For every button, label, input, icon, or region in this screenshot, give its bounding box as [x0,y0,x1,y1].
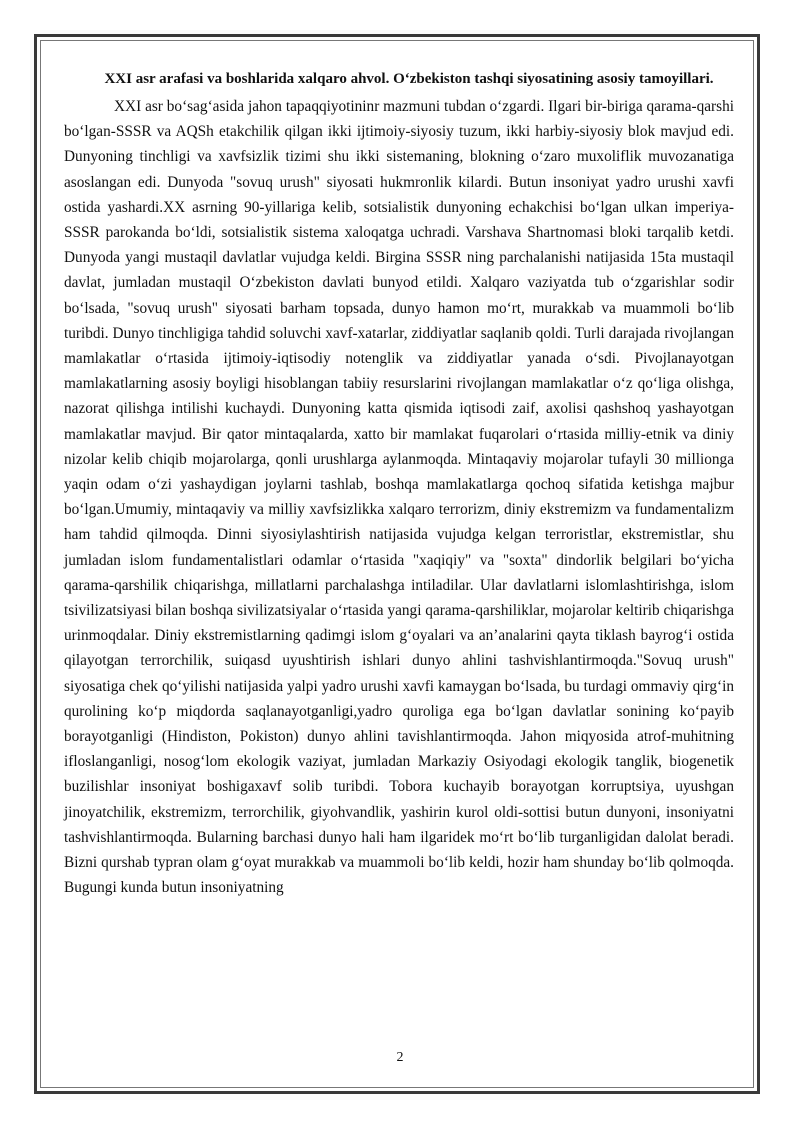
body-paragraph: XXI asr bo‘sag‘asida jahon tapaqqiyotininr mazmuni tubdan o‘zgardi. Ilgari bir-biriga qarama-qarshi bo‘lgan-SSSR va AQSh etakchilik qilgan ikki ijtimoiy-siyosiy tuzum, ikki harbiy-siyosiy blok mavjud edi. Dunyoning tinchligi va xavfsizlik tizimi shu ikki sistemaning, blokning o‘zaro muxoliflik muvozanatiga asoslangan edi. Dunyoda "sovuq urush" siyosati hukmronlik kilardi. Butun insoniyat yadro urushi xavfi ostida yashardi.XX asrning 90-yillariga kelib, sotsialistik dunyoning echakchisi bo‘lgan ulkan imperiya-SSSR parokanda bo‘ldi, sotsialistik sistema xaloqatga uchradi. Varshava Shartnomasi bloki tarqalib ketdi. Dunyoda yangi mustaqil davlatlar vujudga keldi. Birgina SSSR ning parchalanishi natijasida 15ta mustaqil davlat, jumladan mustaqil O‘zbekiston davlati bunyod etildi. Xalqaro vaziyatda tub o‘zgarishlar sodir bo‘lsada, "sovuq urush" siyosati barham topsada, dunyo hamon mo‘rt, murakkab va muammoli bo‘lib turibdi. Dunyo tinchligiga tahdid soluvchi xavf-xatarlar, ziddiyatlar saqlanib qoldi. Turli darajada rivojlangan mamlakatlar o‘rtasida ijtimoiy-iqtisodiy notenglik va ziddiyatlar yanada o‘sdi. Pivojlanayotgan mamlakatlarning asosiy boyligi hisoblangan tabiiy resurslarini rivojlangan mamlakatlar o‘z qo‘liga olishga, nazorat qilishga intilishi kuchaydi. Dunyoning katta qismida iqtisodi zaif, axolisi qashshoq yashayotgan mamlakatlar mavjud. Bir qator mintaqalarda, xatto bir mamlakat fuqarolari o‘rtasida milliy-etnik va diniy nizolar kelib chiqib mojarolarga, qonli urushlarga aylanmoqda. Mintaqaviy mojarolar tufayli 30 millionga yaqin odam o‘zi yashaydigan joylarni tashlab, boshqa mamlakatlarga qochoq sifatida ketishga majbur bo‘lgan.Umumiy, mintaqaviy va milliy xavfsizlikka xalqaro terrorizm, diniy ekstremizm va fundamentalizm ham tahdid qilmoqda. Dinni siyosiylashtirish natijasida vujudga kelgan terroristlar, ekstremistlar, shu jumladan islom fundamentalistlari odamlar o‘rtasida "xaqiqiy" va "soxta" dindorlik belgilari bo‘yicha qarama-qarshilik chiqarishga, millatlarni parchalashga intiladilar. Ular davlatlarni islomlashtirishga, islom tsivilizatsiyasi bilan boshqa sivilizatsiyalar o‘rtasida yangi qarama-qarshiliklar, mojarolar keltirib chiqarishga urinmoqdalar. Diniy ekstremistlarning qadimgi islom g‘oyalari va an’analarini qayta tiklash bayrog‘i ostida qilayotgan terrorchilik, suiqasd uyushtirish ishlari dunyo ahlini tashvishlantirmoqda."Sovuq urush" siyosatiga chek qo‘yilishi natijasida yalpi yadro urushi xavfi kamaygan bo‘lsada, bu turdagi ommaviy qirg‘in qurolining ko‘p miqdorda saqlanayotganligi,yadro quroliga ega bo‘lgan davlatlar sonining ko‘payib borayotganligi (Hindiston, Pokiston) dunyo ahlini tavishlantirmoqda. Jahon miqyosida atrof-muhitning ifloslanganligi, nosog‘lom ekologik vaziyat, jumladan Markaziy Osiyodagi ekologik tanglik, biogenetik buzilishlar insoniyat boshigaxavf solib turibdi. Tobora kuchayib borayotgan korruptsiya, uyushgan jinoyatchilik, ekstremizm, terrorchilik, giyohvandlik, yashirin kurol oldi-sottisi butun dunyoni, insoniyatni tashvishlantirmoqda. Bularning barchasi dunyo hali ham ilgaridek mo‘rt bo‘lib turganligidan dalolat beradi. Bizni qurshab typran olam g‘oyat murakkab va muammoli bo‘lib keldi, hozir ham shunday bo‘lib qolmoqda. Bugungi kunda butun insoniyatning [64,98,734,897]
page-number: 2 [396,1050,404,1065]
document-title: XXI asr arafasi va boshlarida xalqaro ahvol. O‘zbekiston tashqi siyosatining asosiy tamoyillari. [104,71,714,87]
document-body [64,64,734,901]
